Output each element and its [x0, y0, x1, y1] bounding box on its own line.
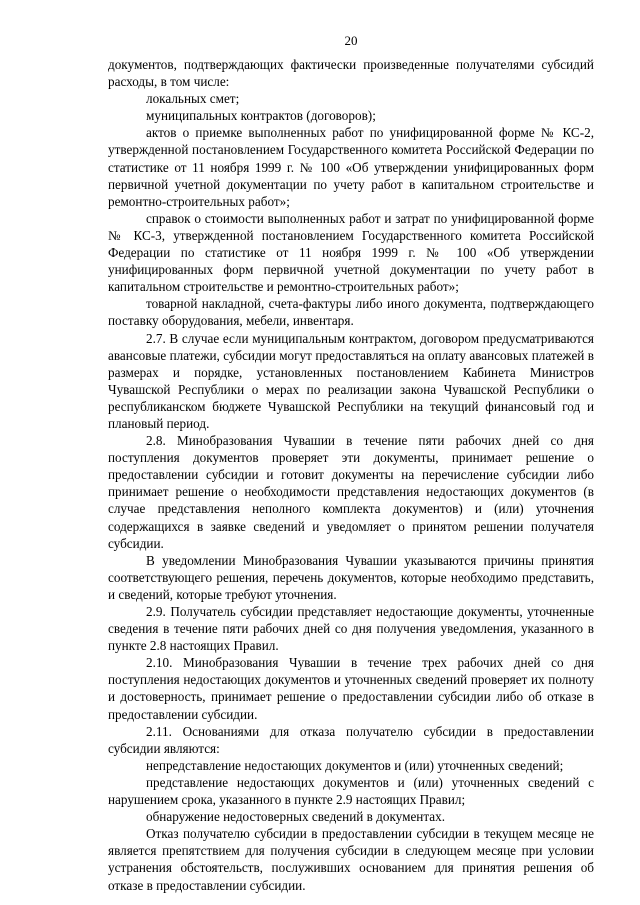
paragraph: 2.7. В случае если муниципальным контрактом, договором предусматриваются авансовые платежи, субсидии могут предоставляться на оплату авансовых платежей в размерах и порядке, установленных постановлением Кабинета Министров Чувашской Республики о мерах по реализации закона Чувашской Республики о республиканском бюджете Чувашской Республики на текущий финансовый год и плановый период. [108, 330, 594, 431]
paragraph: муниципальных контрактов (договоров); [146, 108, 376, 124]
paragraph: актов о приемке выполненных работ по унифицированной форме № КС-2, утвержденной постановлением Государственного комитета Российской Федерации по статистике от 11 ноября 1999 г. № 100 «Об утверждении унифицированных форм первичной учетной документации по учету работ в капитальном строительстве и ремонтно-строительных работ»; [108, 125, 594, 209]
paragraph: 2.11. Основаниями для отказа получателю субсидии в предоставлении субсидии являются: [108, 723, 594, 756]
paragraph: документов, подтверждающих фактически произведенные получателями субсидий расходы, в том числе: [108, 57, 594, 90]
paragraph: представление недостающих документов и (или) уточненных сведений с нарушением срока, указанного в пункте 2.9 настоящих Правил; [108, 774, 594, 808]
paragraph: В уведомлении Минобразования Чувашии указываются причины принятия соответствующего решения, перечень документов, которые необходимо представить, и сведений, которые требуют уточнения. [108, 552, 594, 602]
paragraph: локальных смет; [146, 91, 240, 107]
document-body [108, 56, 594, 894]
paragraph: справок о стоимости выполненных работ и затрат по унифицированной форме № КС-3, утвержденной постановлением Государственного комитета Российской Федерации по статистике от 11 ноября 1999 г. № 100 «Об утверждении унифицированных форм первичной учетной документации по учету работ в капитальном строительстве и ремонтно-строительных работ»; [108, 210, 594, 295]
paragraph: 2.8. Минобразования Чувашии в течение пяти рабочих дней со дня поступления документов проверяет эти документы, принимает решение о предоставлении субсидии и готовит документы на перечисление субсидии либо принимает решение о необходимости представления недостающих документов (в случае представления неполного комплекта документов) и (или) уточнения содержащихся в заявке сведений и уведомляет о принятом решении получателя субсидии. [108, 433, 594, 551]
paragraph: Отказ получателю субсидии в предоставлении субсидии в текущем месяце не является препятствием для получения субсидии в следующем месяце при условии устранения обстоятельств, послуживших основанием для принятия решения об отказе в предоставлении субсидии. [108, 826, 594, 893]
document-page [108, 32, 594, 894]
paragraph: непредставление недостающих документов и (или) уточненных сведений; [146, 757, 564, 773]
page-number: 20 [344, 33, 358, 48]
paragraph: 2.10. Минобразования Чувашии в течение трех рабочих дней со дня поступления недостающих документов и уточненных сведений проверяет их полноту и достоверность, принимает решение о предоставлении субсидии либо об отказе в предоставлении субсидии. [108, 655, 594, 722]
paragraph: 2.9. Получатель субсидии представляет недостающие документы, уточненные сведения в течение пяти рабочих дней со дня получения уведомления, указанного в пункте 2.8 настоящих Правил. [108, 604, 594, 654]
paragraph: товарной накладной, счета-фактуры либо иного документа, подтверждающего поставку оборудования, мебели, инвентаря. [108, 296, 594, 329]
paragraph: обнаружение недостоверных сведений в документах. [146, 809, 446, 825]
